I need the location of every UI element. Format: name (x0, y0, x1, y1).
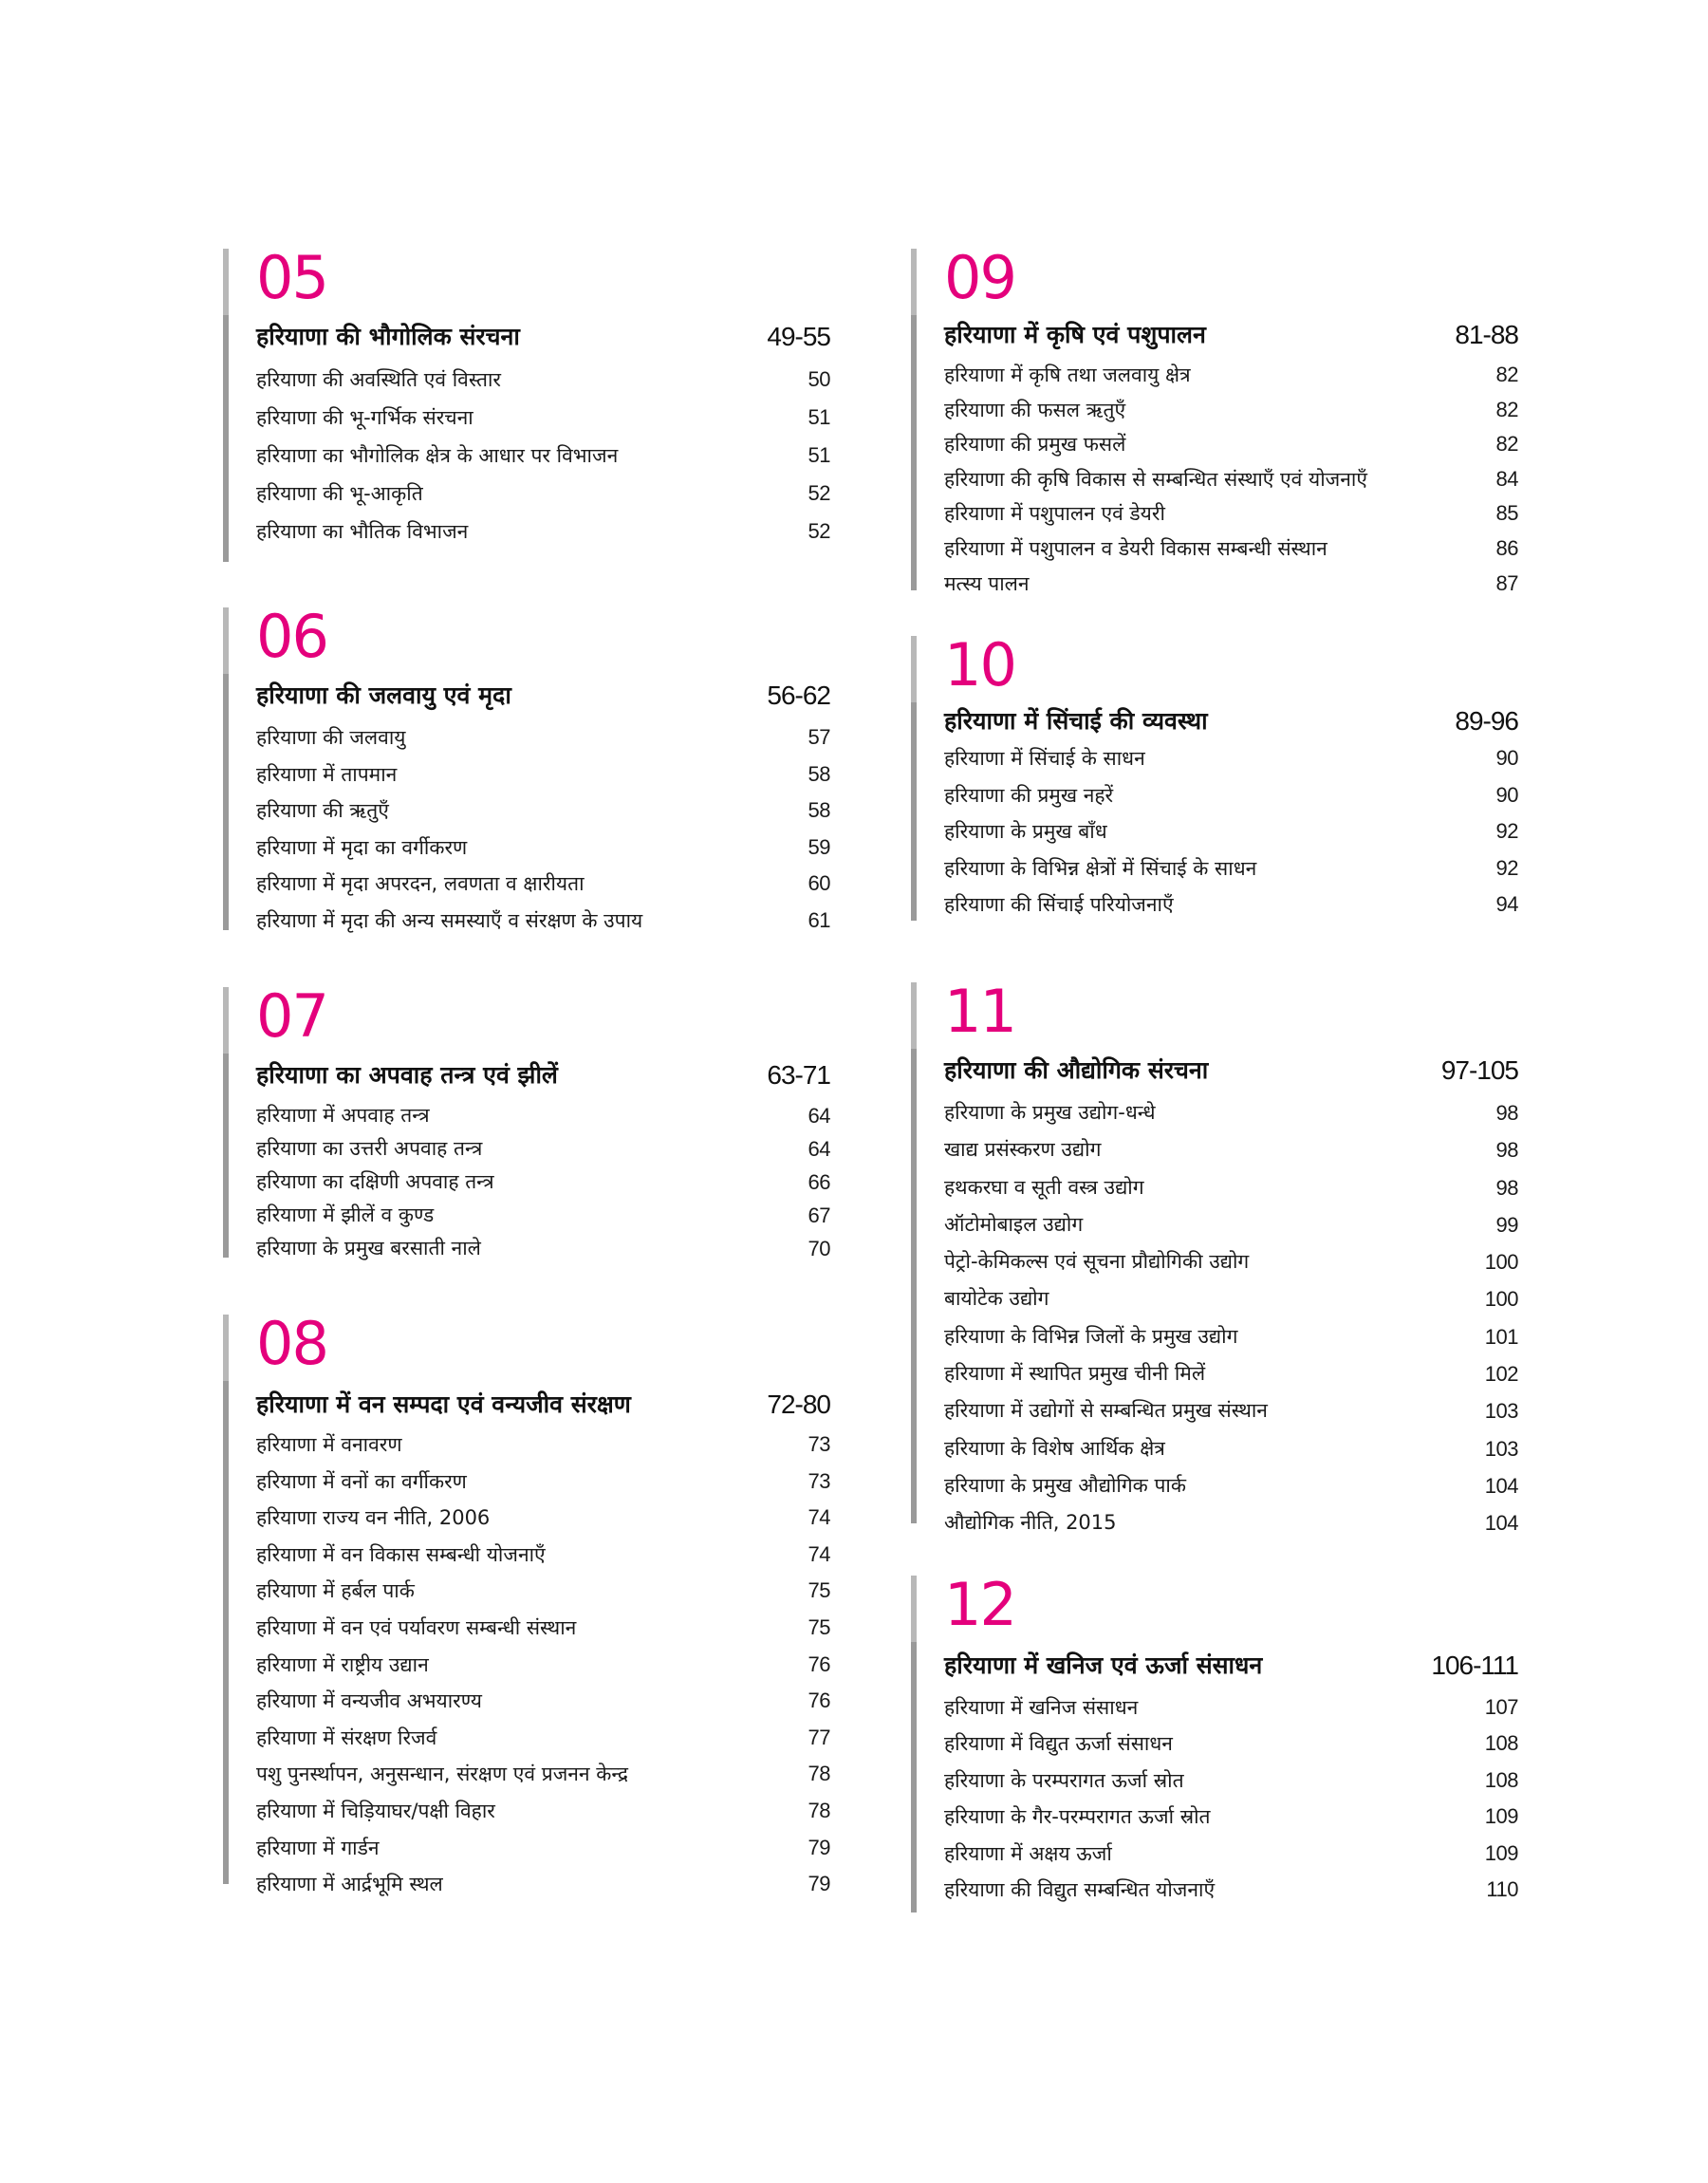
toc-entry[interactable] (944, 1872, 1518, 1908)
toc-entry-page: 85 (1495, 501, 1518, 526)
toc-entry-title: हरियाणा में चिड़ियाघर/पक्षी विहार (256, 1799, 495, 1822)
toc-entry-title: हरियाणा के प्रमुख औद्योगिक पार्क (944, 1473, 1186, 1497)
toc-entry-title: हरियाणा में संरक्षण रिजर्व (256, 1726, 437, 1749)
chapter-section (223, 243, 830, 562)
toc-entry-title: हरियाणा में वनावरण (256, 1433, 402, 1456)
toc-entry-title: हरियाणा की प्रमुख फसलें (944, 433, 1126, 457)
toc-entry[interactable] (256, 399, 830, 437)
toc-entry-title: हरियाणा की अवस्थिति एवं विस्तार (256, 368, 501, 391)
chapter-page-range: 106-111 (1431, 1651, 1518, 1680)
toc-entry-title: हरियाणा में मृदा अपरदन, लवणता व क्षारीयता (256, 872, 585, 896)
toc-entry-page: 78 (808, 1762, 830, 1786)
toc-entry-title: हरियाणा में विद्युत ऊर्जा संसाधन (944, 1732, 1173, 1756)
toc-entry-page: 100 (1484, 1287, 1518, 1312)
chapter-divider-accent (223, 1315, 229, 1381)
toc-entry-title: हरियाणा के परम्परागत ऊर्जा स्रोत (944, 1768, 1184, 1792)
toc-entry[interactable] (944, 1243, 1518, 1280)
toc-entry[interactable] (256, 513, 830, 550)
toc-entry-page: 79 (808, 1872, 830, 1896)
toc-entry-title: हरियाणा की प्रमुख नहरें (944, 783, 1114, 807)
toc-entry-title: हरियाणा के प्रमुख उद्योग-धन्धे (944, 1101, 1156, 1124)
toc-entry-title: हरियाणा में हर्बल पार्क (256, 1579, 415, 1603)
chapter-heading[interactable] (944, 321, 1518, 349)
topic-list (256, 719, 830, 940)
toc-entry[interactable] (944, 1094, 1518, 1131)
chapter-title: हरियाणा में वन सम्पदा एवं वन्यजीव संरक्षण (256, 1390, 631, 1418)
chapter-title: हरियाणा की औद्योगिक संरचना (944, 1056, 1209, 1084)
toc-entry[interactable] (944, 1689, 1518, 1726)
toc-entry-page: 60 (808, 871, 830, 896)
toc-entry-title: हरियाणा में वन्यजीव अभयारण्य (256, 1689, 482, 1713)
toc-entry[interactable] (256, 1427, 830, 1464)
toc-entry-title: हरियाणा के विशेष आर्थिक क्षेत्र (944, 1436, 1165, 1460)
toc-entry-title: हरियाणा में राष्ट्रीय उद्यान (256, 1652, 429, 1676)
chapter-number: 06 (256, 602, 327, 671)
toc-entry-title: हरियाणा में आर्द्रभूमि स्थल (256, 1873, 443, 1896)
chapter-heading[interactable] (256, 681, 830, 710)
chapter-divider-accent (911, 982, 917, 1049)
toc-entry-title: हरियाणा की जलवायु (256, 726, 406, 749)
toc-entry[interactable] (256, 1199, 830, 1232)
toc-entry-page: 51 (808, 443, 830, 467)
toc-entry-title: हरियाणा में अक्षय ऊर्जा (944, 1841, 1112, 1865)
toc-entry[interactable] (944, 1836, 1518, 1872)
toc-entry-page: 64 (808, 1137, 830, 1161)
toc-entry-title: हरियाणा में वनों का वर्गीकरण (256, 1469, 467, 1493)
toc-entry-title: ऑटोमोबाइल उद्योग (944, 1212, 1084, 1236)
toc-entry-page: 100 (1484, 1250, 1518, 1275)
toc-entry[interactable] (256, 1573, 830, 1610)
toc-entry-page: 75 (808, 1578, 830, 1603)
toc-entry[interactable] (256, 866, 830, 903)
toc-entry-title: हरियाणा में तापमान (256, 762, 398, 786)
toc-entry[interactable] (944, 1799, 1518, 1835)
toc-entry[interactable] (256, 830, 830, 867)
toc-entry-title: हरियाणा में मृदा की अन्य समस्याएँ व संरक्षण के उपाय (256, 908, 643, 932)
toc-entry-page: 58 (808, 798, 830, 823)
toc-entry[interactable] (944, 1355, 1518, 1392)
chapter-heading[interactable] (256, 1390, 830, 1419)
topic-list (256, 1427, 830, 1903)
toc-entry[interactable] (944, 1280, 1518, 1317)
toc-entry-page: 102 (1484, 1362, 1518, 1387)
toc-entry[interactable] (944, 886, 1518, 924)
toc-entry-page: 79 (808, 1835, 830, 1859)
toc-entry-page: 61 (808, 907, 830, 932)
topic-list (944, 740, 1518, 924)
toc-entry-title: हरियाणा की विद्युत सम्बन्धित योजनाएँ (944, 1877, 1216, 1901)
chapter-page-range: 72-80 (767, 1390, 830, 1419)
chapter-section (911, 1570, 1518, 1912)
toc-entry-page: 94 (1495, 892, 1518, 917)
toc-entry-page: 57 (808, 725, 830, 749)
toc-entry-title: मत्स्य पालन (944, 571, 1030, 595)
toc-entry-page: 82 (1495, 363, 1518, 386)
chapter-page-range: 97-105 (1440, 1055, 1518, 1085)
chapter-heading[interactable] (944, 1056, 1518, 1085)
toc-entry[interactable] (944, 496, 1518, 532)
toc-entry-title: हरियाणा का भौतिक विभाजन (256, 520, 469, 543)
toc-entry-page: 50 (808, 367, 830, 391)
chapter-section (223, 1309, 830, 1896)
toc-entry-page: 99 (1495, 1212, 1518, 1237)
toc-entry[interactable] (944, 813, 1518, 850)
toc-entry-title: हरियाणा में उद्योगों से सम्बन्धित प्रमुख संस्थान (944, 1399, 1268, 1423)
chapter-page-range: 89-96 (1455, 706, 1518, 736)
toc-entry[interactable] (944, 1467, 1518, 1504)
toc-entry-page: 67 (808, 1203, 830, 1227)
toc-entry-page: 82 (1495, 397, 1518, 421)
toc-entry-page: 77 (808, 1725, 830, 1749)
topic-list (944, 358, 1518, 601)
toc-entry-page: 78 (808, 1798, 830, 1822)
toc-entry[interactable] (944, 427, 1518, 462)
chapter-number: 11 (944, 977, 1015, 1046)
toc-entry[interactable] (944, 740, 1518, 777)
toc-entry-page: 74 (808, 1505, 830, 1530)
toc-entry-page: 66 (808, 1170, 830, 1194)
toc-entry[interactable] (256, 1830, 830, 1867)
chapter-heading[interactable] (944, 1651, 1518, 1680)
toc-entry-title: हरियाणा की भू-गर्भिक संरचना (256, 406, 473, 429)
toc-entry-title: हरियाणा में खनिज संसाधन (944, 1696, 1139, 1719)
toc-entry-title: बायोटेक उद्योग (944, 1287, 1049, 1311)
toc-entry-title: हरियाणा में झीलें व कुण्ड (256, 1203, 435, 1226)
chapter-number: 09 (944, 243, 1015, 312)
toc-entry[interactable] (944, 1763, 1518, 1799)
toc-entry-title: हरियाणा की ऋतुएँ (256, 799, 389, 823)
toc-entry-page: 108 (1484, 1731, 1518, 1756)
chapter-section (911, 977, 1518, 1536)
toc-entry[interactable] (256, 437, 830, 475)
chapter-number: 08 (256, 1309, 327, 1378)
toc-entry-page: 70 (808, 1237, 830, 1260)
toc-entry-title: हरियाणा में वन एवं पर्यावरण सम्बन्धी संस्थान (256, 1615, 577, 1639)
chapter-divider-accent (223, 987, 229, 1054)
toc-entry-title: हरियाणा के प्रमुख बाँध (944, 820, 1107, 844)
toc-entry[interactable] (256, 1866, 830, 1903)
chapter-section (911, 243, 1518, 595)
toc-entry-page: 73 (808, 1432, 830, 1456)
toc-entry-title: पशु पुनर्स्थापन, अनुसन्धान, संरक्षण एवं प्रजनन केन्द्र (256, 1763, 629, 1786)
toc-entry-page: 74 (808, 1541, 830, 1566)
toc-entry-title: हरियाणा की भू-आकृति (256, 482, 423, 505)
toc-entry-title: हरियाणा के प्रमुख बरसाती नाले (256, 1237, 481, 1259)
toc-entry[interactable] (256, 1132, 830, 1166)
toc-entry-page: 76 (808, 1689, 830, 1713)
toc-entry-title: हरियाणा की फसल ऋतुएँ (944, 398, 1126, 421)
chapter-divider-bar (223, 1315, 229, 1884)
toc-entry[interactable] (256, 1683, 830, 1720)
toc-entry[interactable] (256, 1166, 830, 1199)
toc-entry-title: हरियाणा का भौगोलिक क्षेत्र के आधार पर विभाजन (256, 444, 619, 467)
toc-entry[interactable] (944, 1430, 1518, 1467)
topic-list (944, 1689, 1518, 1908)
toc-entry-page: 104 (1484, 1511, 1518, 1536)
toc-entry-page: 103 (1484, 1399, 1518, 1424)
toc-entry-title: हरियाणा का दक्षिणी अपवाह तन्त्र (256, 1170, 494, 1193)
toc-entry-title: हरियाणा में पशुपालन व डेयरी विकास सम्बन्धी संस्थान (944, 536, 1327, 560)
toc-entry-title: हरियाणा में पशुपालन एवं डेयरी (944, 502, 1165, 526)
toc-entry[interactable] (944, 1131, 1518, 1168)
toc-entry-title: औद्योगिक नीति, 2015 (944, 1511, 1117, 1535)
toc-entry-page: 52 (808, 481, 830, 505)
toc-entry[interactable] (256, 1720, 830, 1757)
toc-entry-page: 108 (1484, 1767, 1518, 1792)
toc-entry-page: 98 (1495, 1101, 1518, 1125)
toc-entry-page: 109 (1484, 1804, 1518, 1829)
toc-entry-page: 87 (1495, 570, 1518, 595)
toc-entry-title: हरियाणा की कृषि विकास से सम्बन्धित संस्थाएँ एवं योजनाएँ (944, 467, 1367, 491)
topic-list (944, 1094, 1518, 1542)
chapter-title: हरियाणा का अपवाह तन्त्र एवं झीलें (256, 1061, 558, 1089)
toc-entry-title: हथकरघा व सूती वस्त्र उद्योग (944, 1175, 1144, 1199)
chapter-heading[interactable] (256, 1061, 830, 1090)
chapter-title: हरियाणा में कृषि एवं पशुपालन (944, 321, 1206, 348)
toc-entry-title: हरियाणा में कृषि तथा जलवायु क्षेत्र (944, 364, 1191, 386)
toc-entry[interactable] (256, 1464, 830, 1501)
toc-entry-page: 90 (1495, 746, 1518, 770)
toc-entry-page: 90 (1495, 782, 1518, 807)
toc-entry[interactable] (944, 1206, 1518, 1243)
toc-entry[interactable] (256, 719, 830, 756)
toc-entry-title: हरियाणा राज्य वन नीति, 2006 (256, 1506, 491, 1530)
toc-entry-page: 101 (1484, 1324, 1518, 1349)
toc-entry-page: 98 (1495, 1138, 1518, 1163)
toc-entry[interactable] (256, 1793, 830, 1830)
toc-entry[interactable] (944, 1504, 1518, 1541)
toc-entry-page: 103 (1484, 1436, 1518, 1461)
toc-entry[interactable] (944, 462, 1518, 497)
toc-entry[interactable] (256, 475, 830, 513)
toc-entry-page: 75 (808, 1614, 830, 1639)
toc-entry-page: 82 (1495, 432, 1518, 457)
toc-entry[interactable] (944, 358, 1518, 393)
topic-list (256, 1099, 830, 1265)
chapter-heading[interactable] (944, 707, 1518, 736)
toc-entry[interactable] (256, 1500, 830, 1537)
toc-entry[interactable] (256, 793, 830, 830)
toc-entry[interactable] (944, 532, 1518, 567)
toc-entry-title: हरियाणा के विभिन्न क्षेत्रों में सिंचाई के साधन (944, 856, 1257, 880)
chapter-title: हरियाणा की भौगोलिक संरचना (256, 323, 520, 350)
chapter-section (223, 602, 830, 932)
toc-entry-page: 73 (808, 1468, 830, 1493)
toc-entry-title: हरियाणा में गार्डन (256, 1836, 380, 1859)
chapter-divider-accent (911, 636, 917, 702)
toc-entry-title: हरियाणा में स्थापित प्रमुख चीनी मिलें (944, 1362, 1206, 1386)
toc-entry-page: 52 (808, 519, 830, 543)
chapter-number: 10 (944, 630, 1015, 700)
toc-entry-page: 76 (808, 1651, 830, 1676)
toc-entry[interactable] (944, 850, 1518, 887)
toc-entry-title: खाद्य प्रसंस्करण उद्योग (944, 1138, 1102, 1162)
chapter-divider-accent (223, 249, 229, 315)
toc-entry-title: हरियाणा की सिंचाई परियोजनाएँ (944, 893, 1174, 917)
toc-entry-title: पेट्रो-केमिकल्स एवं सूचना प्रौद्योगिकी उद्योग (944, 1250, 1250, 1274)
toc-entry-title: हरियाणा में वन विकास सम्बन्धी योजनाएँ (256, 1542, 546, 1566)
chapter-divider-accent (223, 607, 229, 674)
chapter-page-range: 49-55 (767, 322, 830, 351)
chapter-title: हरियाणा की जलवायु एवं मृदा (256, 681, 511, 709)
toc-entry-page: 92 (1495, 855, 1518, 880)
chapter-heading[interactable] (256, 323, 830, 351)
toc-entry-page: 104 (1484, 1473, 1518, 1498)
toc-entry[interactable] (944, 1392, 1518, 1429)
chapter-page-range: 81-88 (1455, 320, 1518, 349)
toc-entry-page: 51 (808, 405, 830, 429)
chapter-number: 05 (256, 243, 327, 312)
toc-entry-page: 64 (808, 1104, 830, 1128)
toc-entry-page: 58 (808, 761, 830, 786)
toc-entry-title: हरियाणा में अपवाह तन्त्र (256, 1104, 430, 1127)
toc-entry[interactable] (944, 393, 1518, 428)
toc-entry-page: 86 (1495, 535, 1518, 560)
toc-entry-page: 109 (1484, 1840, 1518, 1865)
chapter-number: 12 (944, 1570, 1015, 1639)
chapter-title: हरियाणा में सिंचाई की व्यवस्था (944, 707, 1208, 735)
toc-entry-page: 92 (1495, 819, 1518, 844)
topic-list (256, 361, 830, 550)
toc-entry[interactable] (256, 1537, 830, 1574)
chapter-section (911, 630, 1518, 921)
chapter-number: 07 (256, 981, 327, 1051)
toc-entry[interactable] (256, 361, 830, 399)
toc-entry-page: 107 (1484, 1695, 1518, 1719)
toc-entry[interactable] (944, 777, 1518, 814)
toc-entry-title: हरियाणा में मृदा का वर्गीकरण (256, 835, 468, 859)
chapter-page-range: 56-62 (767, 681, 830, 710)
toc-entry-title: हरियाणा के विभिन्न जिलों के प्रमुख उद्योग (944, 1324, 1238, 1348)
toc-entry[interactable] (944, 1318, 1518, 1355)
toc-entry-page: 98 (1495, 1175, 1518, 1200)
chapter-section (223, 981, 830, 1260)
toc-entry[interactable] (256, 1232, 830, 1265)
toc-entry[interactable] (256, 1756, 830, 1793)
toc-entry[interactable] (256, 1610, 830, 1647)
toc-entry[interactable] (256, 903, 830, 940)
chapter-divider-accent (911, 1576, 917, 1642)
chapter-title: हरियाणा में खनिज एवं ऊर्जा संसाधन (944, 1651, 1263, 1679)
toc-entry-page: 59 (808, 834, 830, 859)
toc-entry[interactable] (256, 756, 830, 793)
toc-entry[interactable] (944, 567, 1518, 602)
toc-entry-title: हरियाणा में सिंचाई के साधन (944, 747, 1145, 770)
toc-entry-title: हरियाणा का उत्तरी अपवाह तन्त्र (256, 1137, 483, 1160)
chapter-divider-bar (911, 982, 917, 1523)
toc-entry[interactable] (256, 1647, 830, 1684)
toc-entry[interactable] (944, 1726, 1518, 1762)
toc-entry[interactable] (256, 1099, 830, 1132)
toc-entry-page: 110 (1486, 1876, 1518, 1901)
toc-entry[interactable] (944, 1169, 1518, 1206)
chapter-page-range: 63-71 (767, 1060, 830, 1090)
toc-entry-title: हरियाणा के गैर-परम्परागत ऊर्जा स्रोत (944, 1805, 1211, 1829)
toc-entry-page: 84 (1495, 466, 1518, 491)
chapter-divider-accent (911, 249, 917, 315)
